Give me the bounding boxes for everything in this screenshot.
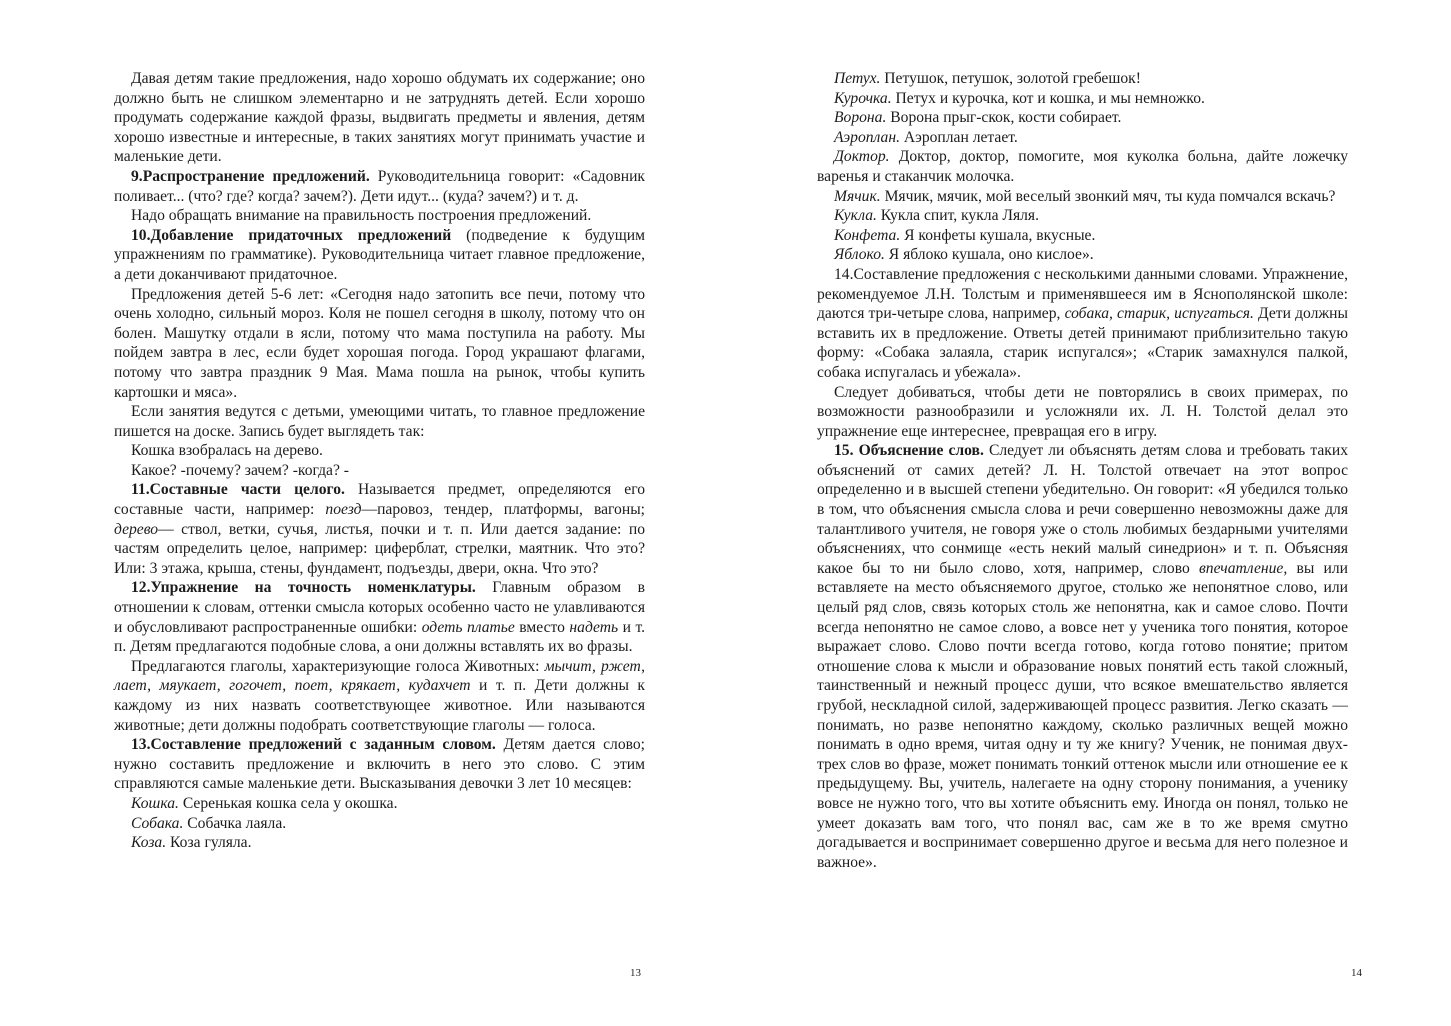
text-run: Детям дается слово; нужно составить предложение и включить в него это слово. С этим справляются самые маленькие дети. Высказывания девочки 3 лет 10 месяцев: bbox=[114, 736, 645, 793]
text-run: Петух и курочка, кот и кошка, и мы немножко. bbox=[891, 89, 1205, 107]
text-run: (подведение к будущим упражнениям по грамматике). Руководительница читает главное предложение, а дети доканчивают придаточное. bbox=[114, 226, 645, 283]
text-run: Кукла спит, кукла Ляля. bbox=[876, 207, 1039, 225]
italic-term: Аэроплан. bbox=[834, 128, 900, 146]
text-run: Кошка взобралась на дерево. bbox=[131, 442, 323, 460]
text-run: Главным образом в отношении к словам, оттенки смысла которых особенно часто не улавливаются и обусловливают распространенные ошибки: bbox=[114, 579, 645, 636]
text-run: Собачка лаяла. bbox=[183, 814, 287, 832]
page-right bbox=[725, 0, 1451, 1026]
bold-heading: 15. Объяснение слов. bbox=[834, 442, 984, 460]
paragraph bbox=[817, 265, 1348, 383]
dialogue-line bbox=[817, 245, 1348, 265]
italic-term: Собака. bbox=[131, 814, 184, 832]
text-run: Какое? -почему? зачем? -когда? - bbox=[131, 461, 349, 479]
paragraph bbox=[114, 657, 645, 735]
dialogue-line bbox=[817, 69, 1348, 89]
text-run: Дети должны вставить их в предложение. Ответы детей принимают приблизительно такую форму: «Собака залаяла, старик испугался»; «Старик замахнулся палкой, собака испугалась и убежала». bbox=[817, 305, 1348, 381]
text-run: Предложения детей 5-6 лет: «Сегодня надо затопить все печи, потому что очень холодно, сильный мороз. Коля не пошел сегодня в школу, потому что он болен. Машутку отдали в ясли, потому что мама поступила на работу. Мы пойдем завтра в лес, если будет хорошая погода. Город украшают флагами, потому что завтра праздник 9 Мая. Мама пошла на рынок, чтобы купить картошки и мяса». bbox=[114, 285, 645, 401]
italic-term: Коза. bbox=[131, 834, 167, 852]
text-run: — ствол, ветки, сучья, листья, почки и т. п. Или дается задание: по частям определить целое, например: циферблат, стрелки, маятник. Что это? Или: 3 этажа, крыша, стены, фундамент, подъезды, двери, окна. Что это? bbox=[114, 520, 645, 577]
dialogue-line bbox=[817, 128, 1348, 148]
dialogue-line bbox=[114, 814, 645, 834]
dialogue-line bbox=[817, 108, 1348, 128]
text-run: Давая детям такие предложения, надо хорошо обдумать их содержание; оно должно быть не слишком элементарно и не затруднять детей. Если хорошо продумать содержание каждой фразы, выдвигать предметы и явления, детям хорошо известные и интересные, в таких занятиях могут принимать участие и маленькие дети. bbox=[114, 70, 645, 166]
paragraph bbox=[114, 206, 645, 226]
text-run: Мячик, мячик, мой веселый звонкий мяч, ты куда помчался вскачь? bbox=[880, 187, 1336, 205]
text-run: —паровоз, тендер, платформы, вагоны; bbox=[361, 501, 646, 519]
italic-term: собака, старик, испугаться. bbox=[1064, 305, 1254, 323]
bold-heading: 12.Упражнение на точность номенклатуры. bbox=[131, 579, 476, 597]
italic-term: Доктор. bbox=[834, 148, 890, 166]
dialogue-line bbox=[817, 206, 1348, 226]
dialogue-line bbox=[817, 226, 1348, 246]
italic-term: поезд bbox=[325, 501, 362, 519]
dialogue-line bbox=[817, 89, 1348, 109]
paragraph bbox=[817, 441, 1348, 872]
bold-heading: 13.Составление предложений с заданным словом. bbox=[131, 736, 496, 754]
text-run: Я яблоко кушала, оно кислое». bbox=[884, 246, 1094, 264]
text-run: и т. п. Дети должны к каждому из них назвать соответствующее животное. Или называются животные; дети должны подобрать соответствующие глаголы — голоса. bbox=[114, 677, 645, 734]
paragraph bbox=[114, 167, 645, 206]
dialogue-line bbox=[114, 461, 645, 481]
page-text bbox=[114, 69, 645, 853]
text-run: Петушок, петушок, золотой гребешок! bbox=[880, 70, 1141, 87]
text-run: Называется предмет, определяются его составные части, например: bbox=[114, 481, 645, 519]
paragraph bbox=[817, 383, 1348, 442]
italic-term: Курочка. bbox=[834, 89, 892, 107]
italic-term: Ворона. bbox=[834, 109, 887, 127]
paragraph bbox=[817, 187, 1348, 207]
text-run: 14.Составление предложения с несколькими данными словами. Упражнение, рекомендуемое Л.Н. Толстым и применявшееся им в Яснополянской школе: даются три-четыре слова, например, bbox=[817, 265, 1348, 323]
text-run: Следует добиваться, чтобы дети не повторялись в своих примерах, по возможности разнообразили и усложняли их. Л. Н. Толстой делал это упражнение еще интереснее, превращая его в игру. bbox=[817, 383, 1348, 440]
text-run: вы или вставляете на место объясняемого другое, столько же непонятное слово, или целый ряд слов, связь которых столь же непонятна, как и самое слово. Почти всегда непонятно не самое слово, а вовсе нет у ученика того понятия, которое выражает слово. Слово почти всегда готово, когда готово понятие; притом отношение слова к мысли и образование новых понятий есть такой сложный, таинственный и нежный процесс души, что всякое вмешательство является грубой, нескладной силой, задерживающей процесс развития. Легко сказать — понимать, но разве непонятно каждому, сколько различных вещей можно понимать в одно время, читая одну и ту же книгу? Ученик, не понимая двух-трех слов во фразе, может понимать тонкий оттенок мысли или отношение ее к предыдущему. Вы, учитель, налегаете на одну сторону понимания, а ученику вовсе не нужно того, что вы хотите объяснить ему. Иногда он понял, только не умеет доказать вам того, что понял вас, сам же в то же время смутно догадывается и воспринимает совершенно другое и весьма для него полезное и важное». bbox=[817, 559, 1349, 871]
italic-term: Петух. bbox=[834, 70, 881, 87]
text-run: Аэроплан летает. bbox=[899, 128, 1018, 146]
italic-term: дерево bbox=[114, 520, 159, 538]
dialogue-line bbox=[114, 441, 645, 461]
text-run: Если занятия ведутся с детьми, умеющими читать, то главное предложение пишется на доске. Запись будет выглядеть так: bbox=[114, 403, 645, 440]
paragraph bbox=[114, 226, 645, 285]
text-run: Следует ли объяснять детям слова и требовать таких объяснений от самих детей? Л. Н. Толстой отвечает на этот вопрос определенно и в высшей степени убедительно. Он говорит: «Я убедился только в том, что объяснения смысла слова и речи совершенно невозможны даже для талантливого учителя, не говоря уже о столь любимых бездарными учителями объяснениях, что сонмище «есть некий малый синедрион» и т. п. Объясняя какое бы то ни было слово, хотя, например, слово bbox=[817, 442, 1348, 577]
dialogue-line bbox=[114, 794, 645, 814]
paragraph bbox=[114, 578, 645, 656]
bold-heading: 11.Составные части целого. bbox=[131, 481, 345, 499]
italic-term: Конфета. bbox=[834, 226, 901, 244]
paragraph bbox=[114, 69, 645, 167]
text-run: Я конфеты кушала, вкусные. bbox=[900, 226, 1096, 244]
text-run: Руководительница говорит: «Садовник поливает... (что? где? когда? зачем?). Дети идут... (куда? зачем?) и т. д. bbox=[114, 167, 646, 205]
italic-term: одеть платье bbox=[421, 618, 515, 636]
italic-term: Кукла. bbox=[834, 207, 877, 225]
italic-term: Мячик. bbox=[834, 187, 881, 205]
italic-term: Кошка. bbox=[131, 794, 179, 812]
bold-heading: 9.Распространение предложений. bbox=[131, 167, 370, 185]
page-left bbox=[0, 0, 725, 1026]
text-run: и т. п. Детям предлагаются подобные слова, а они должны вставлять их во фразы. bbox=[114, 618, 645, 656]
dialogue-line bbox=[114, 833, 645, 853]
page-number: 14 bbox=[1351, 967, 1362, 979]
text-run: Предлагаются глаголы, характеризующие голоса Животных: bbox=[131, 657, 545, 675]
text-run: Ворона прыг-скок, кости собирает. bbox=[886, 109, 1122, 127]
italic-term: надеть bbox=[569, 618, 619, 636]
paragraph bbox=[114, 402, 645, 441]
paragraph bbox=[114, 735, 645, 794]
page-text bbox=[817, 69, 1348, 872]
bold-heading: 10.Добавление придаточных предложений bbox=[131, 226, 452, 244]
page-number: 13 bbox=[630, 967, 641, 979]
paragraph bbox=[114, 480, 645, 578]
paragraph bbox=[817, 147, 1348, 186]
text-run: Серенькая кошка села у окошка. bbox=[178, 794, 398, 812]
italic-term: мычит, ржет, лает, мяукает, гогочет, поет, крякает, кудахчет bbox=[114, 657, 645, 695]
paragraph bbox=[114, 285, 645, 403]
text-run: вместо bbox=[514, 618, 570, 636]
italic-term: Яблоко. bbox=[834, 246, 885, 264]
italic-term: впечатление, bbox=[1199, 559, 1288, 577]
text-run: Надо обращать внимание на правильность построения предложений. bbox=[131, 207, 592, 225]
text-run: Доктор, доктор, помогите, моя куколка больна, дайте ложечку варенья и стаканчик молочка. bbox=[817, 148, 1348, 185]
text-run: Коза гуляла. bbox=[166, 834, 252, 852]
